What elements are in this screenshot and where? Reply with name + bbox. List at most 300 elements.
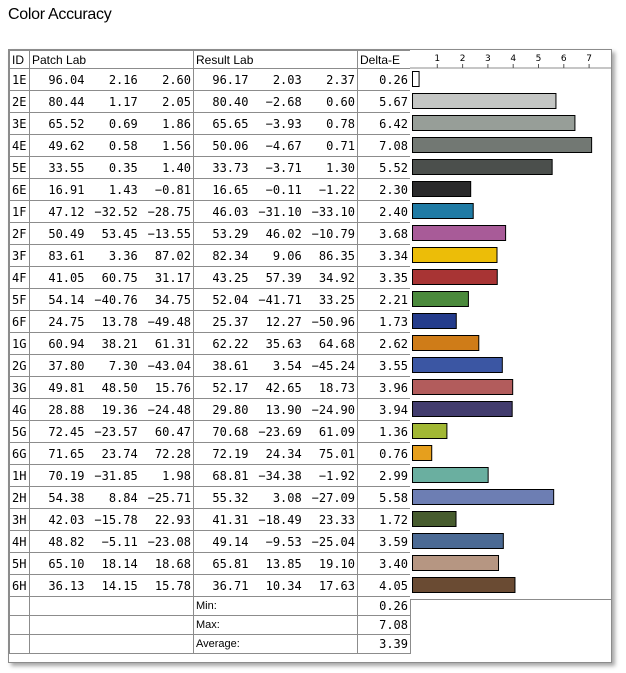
patch-lab-l: 48.82 <box>48 534 85 549</box>
patch-lab-l: 65.52 <box>48 116 85 131</box>
result-lab-values <box>194 245 358 267</box>
patch-id: 1G <box>10 333 30 355</box>
result-lab-values <box>194 487 358 509</box>
bar-3H <box>413 512 457 527</box>
patch-id: 4E <box>10 135 30 157</box>
result-lab-b: 1.30 <box>326 160 355 175</box>
delta-e-value: 3.55 <box>358 355 411 377</box>
result-lab-values <box>194 267 358 289</box>
patch-id: 6E <box>10 179 30 201</box>
patch-lab-a: −32.52 <box>94 204 138 219</box>
result-lab-b: −1.92 <box>318 468 355 483</box>
summary-empty-patch <box>30 597 194 616</box>
result-lab-values <box>194 509 358 531</box>
color-accuracy-panel <box>8 49 612 663</box>
patch-lab-b: −28.75 <box>147 204 191 219</box>
bar-5E <box>413 160 553 175</box>
header-patch-lab: Patch Lab <box>30 51 194 69</box>
patch-lab-values <box>30 289 194 311</box>
result-lab-b: 2.37 <box>326 72 355 87</box>
result-lab-b: 33.25 <box>318 292 355 307</box>
patch-lab-l: 49.81 <box>48 380 85 395</box>
bar-1F <box>413 204 474 219</box>
bar-4F <box>413 270 498 285</box>
delta-e-value: 3.40 <box>358 553 411 575</box>
patch-lab-values <box>30 69 194 91</box>
table-row <box>10 531 411 553</box>
patch-lab-a: 13.78 <box>101 314 138 329</box>
result-lab-a: −23.69 <box>258 424 302 439</box>
result-lab-b: 75.01 <box>318 446 355 461</box>
patch-lab-l: 60.94 <box>48 336 85 351</box>
table-row <box>10 487 411 509</box>
patch-id: 6F <box>10 311 30 333</box>
x-tick-label: 5 <box>535 54 542 64</box>
result-lab-values <box>194 421 358 443</box>
summary-row <box>10 635 411 654</box>
patch-id: 4G <box>10 399 30 421</box>
delta-e-value: 7.08 <box>358 135 411 157</box>
delta-e-value: 3.35 <box>358 267 411 289</box>
result-lab-l: 38.61 <box>212 358 249 373</box>
result-lab-a: 24.34 <box>265 446 302 461</box>
result-lab-a: 10.34 <box>265 578 302 593</box>
result-lab-a: 42.65 <box>265 380 302 395</box>
delta-e-value: 1.72 <box>358 509 411 531</box>
patch-lab-b: 18.68 <box>154 556 191 571</box>
result-lab-a: 13.85 <box>265 556 302 571</box>
patch-lab-values <box>30 553 194 575</box>
patch-lab-a: −23.57 <box>94 424 138 439</box>
result-lab-b: −45.24 <box>311 358 355 373</box>
patch-id: 2F <box>10 223 30 245</box>
patch-lab-b: 1.98 <box>162 468 191 483</box>
bar-3E <box>413 116 575 131</box>
patch-lab-b: 15.76 <box>154 380 191 395</box>
result-lab-a: 57.39 <box>265 270 302 285</box>
delta-e-value: 3.94 <box>358 399 411 421</box>
patch-id: 2G <box>10 355 30 377</box>
result-lab-values <box>194 69 358 91</box>
delta-e-value: 4.05 <box>358 575 411 597</box>
patch-lab-b: 22.93 <box>154 512 191 527</box>
patch-lab-a: 3.36 <box>108 248 138 263</box>
patch-lab-b: −25.71 <box>147 490 191 505</box>
delta-e-value: 1.73 <box>358 311 411 333</box>
patch-lab-values <box>30 443 194 465</box>
result-lab-l: 55.32 <box>212 490 249 505</box>
table-row <box>10 157 411 179</box>
result-lab-a: 13.90 <box>265 402 302 417</box>
result-lab-values <box>194 553 358 575</box>
patch-lab-a: 23.74 <box>101 446 138 461</box>
result-lab-l: 52.17 <box>212 380 249 395</box>
result-lab-values <box>194 311 358 333</box>
patch-lab-values <box>30 91 194 113</box>
patch-lab-l: 47.12 <box>48 204 85 219</box>
table-row <box>10 311 411 333</box>
delta-e-value: 0.26 <box>358 69 411 91</box>
patch-lab-b: −0.81 <box>154 182 191 197</box>
patch-lab-values <box>30 421 194 443</box>
result-lab-values <box>194 377 358 399</box>
result-lab-l: 70.68 <box>212 424 249 439</box>
result-lab-a: 35.63 <box>265 336 302 351</box>
patch-lab-values <box>30 135 194 157</box>
result-lab-l: 25.37 <box>212 314 249 329</box>
result-lab-values <box>194 289 358 311</box>
result-lab-values <box>194 355 358 377</box>
result-lab-l: 36.71 <box>212 578 249 593</box>
patch-id: 5G <box>10 421 30 443</box>
bar-4E <box>413 138 592 153</box>
patch-lab-l: 80.44 <box>48 94 85 109</box>
patch-lab-a: 48.50 <box>101 380 138 395</box>
patch-id: 2E <box>10 91 30 113</box>
patch-lab-values <box>30 465 194 487</box>
delta-e-value: 3.34 <box>358 245 411 267</box>
result-lab-values <box>194 399 358 421</box>
result-lab-b: 23.33 <box>318 512 355 527</box>
result-lab-a: −31.10 <box>258 204 302 219</box>
result-lab-b: 0.71 <box>326 138 355 153</box>
result-lab-l: 46.03 <box>212 204 249 219</box>
result-lab-b: 61.09 <box>318 424 355 439</box>
delta-e-value: 3.96 <box>358 377 411 399</box>
patch-lab-values <box>30 377 194 399</box>
summary-value: 7.08 <box>358 616 411 635</box>
table-row <box>10 113 411 135</box>
patch-lab-l: 37.80 <box>48 358 85 373</box>
patch-lab-b: −49.48 <box>147 314 191 329</box>
result-lab-b: 64.68 <box>318 336 355 351</box>
result-lab-values <box>194 443 358 465</box>
table-row <box>10 135 411 157</box>
bar-2H <box>413 490 554 505</box>
delta-e-value: 3.68 <box>358 223 411 245</box>
summary-value: 0.26 <box>358 597 411 616</box>
table-row <box>10 553 411 575</box>
x-tick-label: 6 <box>560 54 567 64</box>
patch-lab-b: 72.28 <box>154 446 191 461</box>
delta-e-value: 2.30 <box>358 179 411 201</box>
patch-id: 4F <box>10 267 30 289</box>
result-lab-a: −2.68 <box>265 94 302 109</box>
summary-label: Average: <box>194 635 358 654</box>
delta-e-value: 5.52 <box>358 157 411 179</box>
delta-e-table <box>9 50 411 654</box>
result-lab-values <box>194 201 358 223</box>
result-lab-l: 65.81 <box>212 556 249 571</box>
result-lab-values <box>194 113 358 135</box>
bar-6F <box>413 314 457 329</box>
summary-empty-id <box>10 597 30 616</box>
result-lab-b: −24.90 <box>311 402 355 417</box>
result-lab-b: 0.60 <box>326 94 355 109</box>
bar-2E <box>413 94 556 109</box>
patch-lab-values <box>30 509 194 531</box>
result-lab-values <box>194 135 358 157</box>
header-delta-e: Delta-E <box>358 51 411 69</box>
patch-lab-b: 1.56 <box>162 138 191 153</box>
patch-lab-l: 24.75 <box>48 314 85 329</box>
result-lab-l: 53.29 <box>212 226 249 241</box>
result-lab-l: 68.81 <box>212 468 249 483</box>
patch-lab-a: 38.21 <box>101 336 138 351</box>
result-lab-a: 3.08 <box>272 490 302 505</box>
bar-6E <box>413 182 471 197</box>
patch-lab-b: −43.04 <box>147 358 191 373</box>
result-lab-l: 62.22 <box>212 336 249 351</box>
table-row <box>10 443 411 465</box>
delta-e-value: 2.62 <box>358 333 411 355</box>
result-lab-a: −3.93 <box>265 116 302 131</box>
patch-lab-values <box>30 355 194 377</box>
summary-row <box>10 597 411 616</box>
delta-e-value: 6.42 <box>358 113 411 135</box>
header-result-lab: Result Lab <box>194 51 358 69</box>
page-title: Color Accuracy <box>8 6 112 23</box>
result-lab-b: −27.09 <box>311 490 355 505</box>
table-header-row <box>10 51 411 69</box>
bar-1G <box>413 336 479 351</box>
patch-lab-a: 0.35 <box>108 160 138 175</box>
patch-lab-b: 31.17 <box>154 270 191 285</box>
patch-lab-b: −23.08 <box>147 534 191 549</box>
patch-lab-values <box>30 201 194 223</box>
header-id: ID <box>10 51 30 69</box>
patch-id: 3G <box>10 377 30 399</box>
result-lab-values <box>194 333 358 355</box>
result-lab-a: 3.54 <box>272 358 302 373</box>
x-tick-label: 2 <box>459 54 466 64</box>
x-tick-label: 3 <box>485 54 491 64</box>
patch-lab-b: 34.75 <box>154 292 191 307</box>
result-lab-a: 46.02 <box>265 226 302 241</box>
patch-id: 5H <box>10 553 30 575</box>
result-lab-l: 29.80 <box>212 402 249 417</box>
bar-5F <box>413 292 469 307</box>
patch-lab-b: 1.40 <box>162 160 191 175</box>
summary-label: Min: <box>194 597 358 616</box>
table-row <box>10 179 411 201</box>
patch-id: 4H <box>10 531 30 553</box>
patch-lab-l: 72.45 <box>48 424 85 439</box>
table-row <box>10 399 411 421</box>
result-lab-a: 2.03 <box>272 72 302 87</box>
delta-e-value: 3.59 <box>358 531 411 553</box>
patch-id: 5F <box>10 289 30 311</box>
result-lab-l: 72.19 <box>212 446 249 461</box>
patch-lab-b: 2.05 <box>162 94 191 109</box>
x-tick-label: 7 <box>586 54 592 64</box>
patch-id: 3H <box>10 509 30 531</box>
patch-lab-a: 8.84 <box>108 490 138 505</box>
patch-lab-a: 0.69 <box>108 116 138 131</box>
table-row <box>10 91 411 113</box>
patch-id: 1H <box>10 465 30 487</box>
result-lab-b: 17.63 <box>318 578 355 593</box>
patch-lab-values <box>30 245 194 267</box>
patch-id: 6H <box>10 575 30 597</box>
patch-lab-b: 60.47 <box>154 424 191 439</box>
patch-lab-b: 61.31 <box>154 336 191 351</box>
patch-lab-values <box>30 575 194 597</box>
delta-e-value: 2.40 <box>358 201 411 223</box>
patch-lab-a: 14.15 <box>101 578 138 593</box>
delta-e-value: 5.67 <box>358 91 411 113</box>
result-lab-b: 19.10 <box>318 556 355 571</box>
result-lab-a: −3.71 <box>265 160 302 175</box>
patch-lab-values <box>30 399 194 421</box>
result-lab-b: −10.79 <box>311 226 355 241</box>
patch-lab-a: 53.45 <box>101 226 138 241</box>
patch-lab-values <box>30 267 194 289</box>
patch-lab-a: 60.75 <box>101 270 138 285</box>
result-lab-b: −25.04 <box>311 534 355 549</box>
patch-lab-a: 1.17 <box>108 94 138 109</box>
result-lab-a: −0.11 <box>265 182 302 197</box>
patch-lab-b: 1.86 <box>162 116 191 131</box>
result-lab-values <box>194 531 358 553</box>
table-row <box>10 355 411 377</box>
patch-lab-b: 87.02 <box>154 248 191 263</box>
result-lab-l: 41.31 <box>212 512 249 527</box>
patch-lab-l: 70.19 <box>48 468 85 483</box>
bar-1H <box>413 468 489 483</box>
table-row <box>10 223 411 245</box>
result-lab-values <box>194 179 358 201</box>
patch-lab-a: −5.11 <box>101 534 138 549</box>
table-row <box>10 421 411 443</box>
summary-empty-patch <box>30 635 194 654</box>
result-lab-a: −34.38 <box>258 468 302 483</box>
delta-e-value: 1.36 <box>358 421 411 443</box>
patch-lab-l: 49.62 <box>48 138 85 153</box>
bar-2G <box>413 358 503 373</box>
delta-e-value: 0.76 <box>358 443 411 465</box>
table-row <box>10 267 411 289</box>
result-lab-values <box>194 575 358 597</box>
bar-6H <box>413 578 515 593</box>
result-lab-values <box>194 157 358 179</box>
patch-lab-b: 2.60 <box>162 72 191 87</box>
result-lab-a: −9.53 <box>265 534 302 549</box>
summary-empty-id <box>10 616 30 635</box>
patch-lab-a: 0.58 <box>108 138 138 153</box>
patch-lab-values <box>30 223 194 245</box>
summary-label: Max: <box>194 616 358 635</box>
result-lab-b: −33.10 <box>311 204 355 219</box>
patch-lab-l: 54.38 <box>48 490 85 505</box>
patch-lab-l: 71.65 <box>48 446 85 461</box>
patch-lab-a: −31.85 <box>94 468 138 483</box>
result-lab-l: 65.65 <box>212 116 249 131</box>
table-row <box>10 465 411 487</box>
patch-lab-l: 65.10 <box>48 556 85 571</box>
result-lab-values <box>194 465 358 487</box>
patch-id: 1E <box>10 69 30 91</box>
table-row <box>10 377 411 399</box>
bar-5H <box>413 556 499 571</box>
summary-empty-id <box>10 635 30 654</box>
patch-lab-b: 15.78 <box>154 578 191 593</box>
result-lab-l: 16.65 <box>212 182 249 197</box>
table-row <box>10 69 411 91</box>
summary-row <box>10 616 411 635</box>
patch-id: 1F <box>10 201 30 223</box>
patch-lab-l: 28.88 <box>48 402 85 417</box>
result-lab-b: 34.92 <box>318 270 355 285</box>
table-row <box>10 333 411 355</box>
patch-lab-a: 18.14 <box>101 556 138 571</box>
patch-lab-l: 96.04 <box>48 72 85 87</box>
patch-lab-l: 41.05 <box>48 270 85 285</box>
result-lab-l: 80.40 <box>212 94 249 109</box>
patch-lab-b: −13.55 <box>147 226 191 241</box>
table-row <box>10 289 411 311</box>
patch-lab-values <box>30 157 194 179</box>
result-lab-b: 86.35 <box>318 248 355 263</box>
patch-lab-values <box>30 311 194 333</box>
bar-3G <box>413 380 513 395</box>
result-lab-values <box>194 223 358 245</box>
patch-id: 5E <box>10 157 30 179</box>
patch-lab-l: 42.03 <box>48 512 85 527</box>
bar-1E <box>413 72 420 87</box>
patch-lab-values <box>30 113 194 135</box>
bar-4G <box>413 402 513 417</box>
patch-id: 2H <box>10 487 30 509</box>
result-lab-l: 50.06 <box>212 138 249 153</box>
result-lab-a: −41.71 <box>258 292 302 307</box>
result-lab-values <box>194 91 358 113</box>
patch-lab-l: 83.61 <box>48 248 85 263</box>
patch-lab-values <box>30 179 194 201</box>
result-lab-l: 52.04 <box>212 292 249 307</box>
patch-id: 6G <box>10 443 30 465</box>
result-lab-b: −50.96 <box>311 314 355 329</box>
patch-lab-a: 19.36 <box>101 402 138 417</box>
patch-lab-values <box>30 531 194 553</box>
patch-id: 3F <box>10 245 30 267</box>
result-lab-l: 33.73 <box>212 160 249 175</box>
patch-lab-a: −40.76 <box>94 292 138 307</box>
result-lab-l: 43.25 <box>212 270 249 285</box>
summary-value: 3.39 <box>358 635 411 654</box>
patch-lab-l: 36.13 <box>48 578 85 593</box>
patch-lab-a: 7.30 <box>108 358 138 373</box>
result-lab-a: −18.49 <box>258 512 302 527</box>
bar-4H <box>413 534 504 549</box>
result-lab-b: 18.73 <box>318 380 355 395</box>
patch-lab-a: 2.16 <box>108 72 138 87</box>
x-tick-label: 4 <box>510 54 517 64</box>
patch-lab-a: 1.43 <box>108 182 138 197</box>
table-row <box>10 245 411 267</box>
result-lab-l: 49.14 <box>212 534 249 549</box>
bar-2F <box>413 226 506 241</box>
summary-empty-patch <box>30 616 194 635</box>
bar-5G <box>413 424 447 439</box>
result-lab-l: 82.34 <box>212 248 249 263</box>
result-lab-a: 12.27 <box>265 314 302 329</box>
table-row <box>10 575 411 597</box>
patch-id: 3E <box>10 113 30 135</box>
patch-lab-values <box>30 333 194 355</box>
bar-6G <box>413 446 432 461</box>
table-row <box>10 509 411 531</box>
